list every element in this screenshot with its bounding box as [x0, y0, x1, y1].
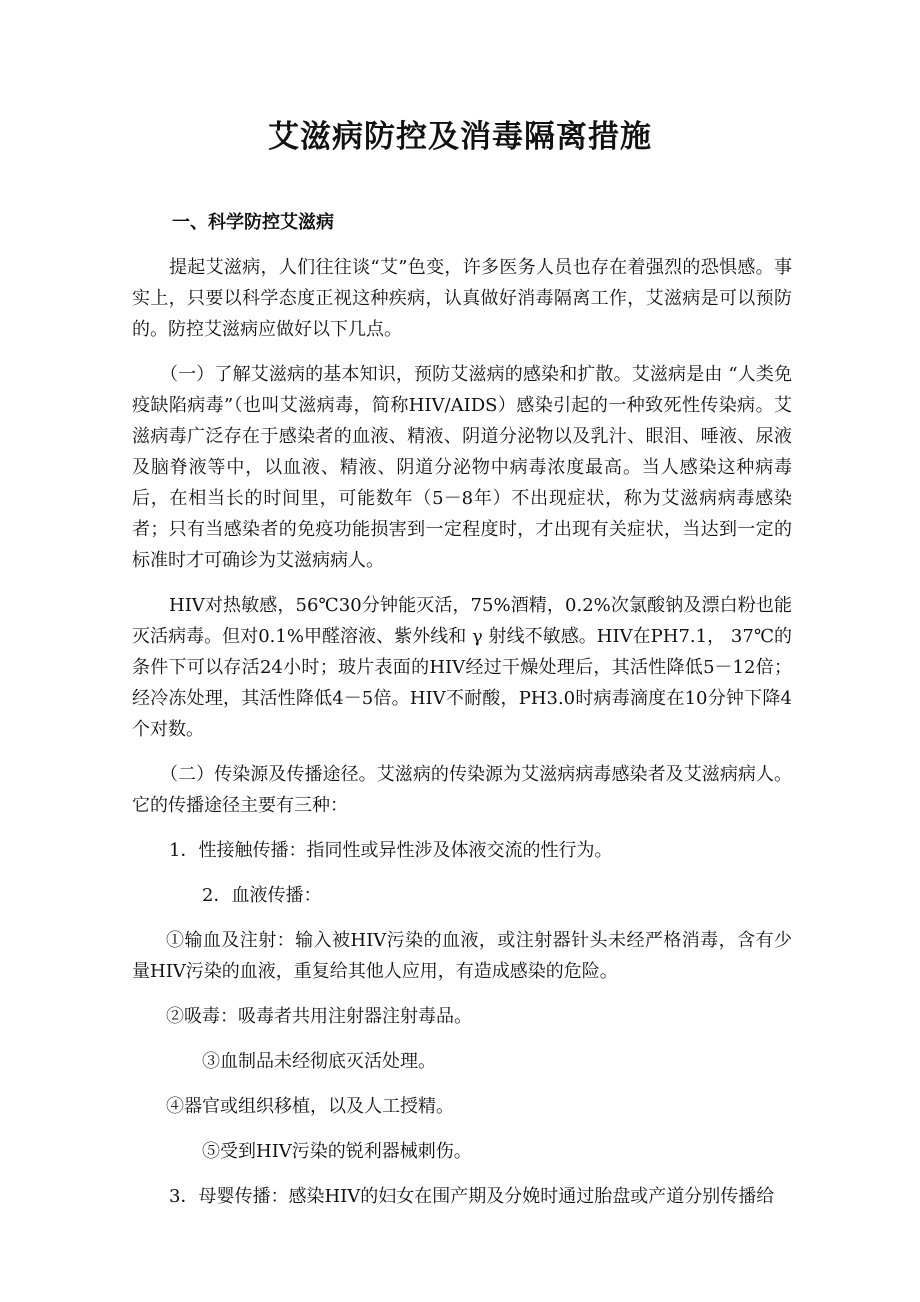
paragraph-intro: 提起艾滋病，人们往往谈“艾”色变，许多医务人员也存在着强烈的恐惧感。事实上，只要以科学态度正视这种疾病，认真做好消毒隔离工作，艾滋病是可以预防的。防控艾滋病应做好以下几点。 [132, 257, 792, 340]
paragraph-blood-products: ③血制品未经彻底灭活处理。 [202, 1051, 436, 1072]
paragraph-transfusion-injection: ①输血及注射：输入被HIV污染的血液，或注射器针头未经严格消毒，含有少量HIV污染的血液，重复给其他人应用，有造成感染的危险。 [132, 930, 792, 982]
paragraph-sharp-instrument: ⑤受到HIV污染的锐利器械刺伤。 [202, 1141, 472, 1162]
document-body [132, 207, 792, 1212]
paragraph-blood-transmission: 2．血液传播： [202, 885, 322, 906]
paragraph-transmission-source: （二）传染源及传播途径。艾滋病的传染源为艾滋病病毒感染者及艾滋病病人。它的传播途径主要有三种： [132, 764, 792, 816]
document-title: 艾滋病防控及消毒隔离措施 [268, 119, 652, 155]
paragraph-drug-use: ②吸毒：吸毒者共用注射器注射毒品。 [166, 1006, 472, 1027]
paragraph-organ-transplant: ④器官或组织移植，以及人工授精。 [166, 1096, 454, 1117]
paragraph-basic-knowledge: （一）了解艾滋病的基本知识，预防艾滋病的感染和扩散。艾滋病是由 “人类免疫缺陷病毒”（也叫艾滋病毒，简称HIV/AIDS）感染引起的一种致死性传染病。艾滋病毒广泛存在于感染者的血液、精液、阴道分泌物以及乳汁、眼泪、唾液、尿液及脑脊液等中，以血液、精液、阴道分泌物中病毒浓度最高。当人感染这种病毒后，在相当长的时间里，可能数年（5－8年）不出现症状，称为艾滋病病毒感染者；只有当感染者的免疫功能损害到一定程度时，才出现有关症状，当达到一定的标准时才可确诊为艾滋病病人。 [132, 364, 792, 571]
paragraph-sexual-transmission: 1．性接触传播：指同性或异性涉及体液交流的性行为。 [169, 840, 613, 861]
section-heading: 一、科学防控艾滋病 [172, 212, 334, 233]
paragraph-hiv-sensitivity: HIV对热敏感，56℃30分钟能灭活，75%酒精，0.2%次氯酸钠及漂白粉也能灭活病毒。但对0.1%甲醛溶液、紫外线和 γ 射线不敏感。HIV在PH7.1， 37℃的条件下可以存活24小时；玻片表面的HIV经过干燥处理后，其活性降低5－12倍；经冷冻处理，其活性降低4－5倍。HIV不耐酸，PH3.0时病毒滴度在10分钟下降4个对数。 [132, 595, 792, 740]
paragraph-mother-to-child: 3．母婴传播：感染HIV的妇女在围产期及分娩时通过胎盘或产道分别传播给 [169, 1186, 775, 1207]
